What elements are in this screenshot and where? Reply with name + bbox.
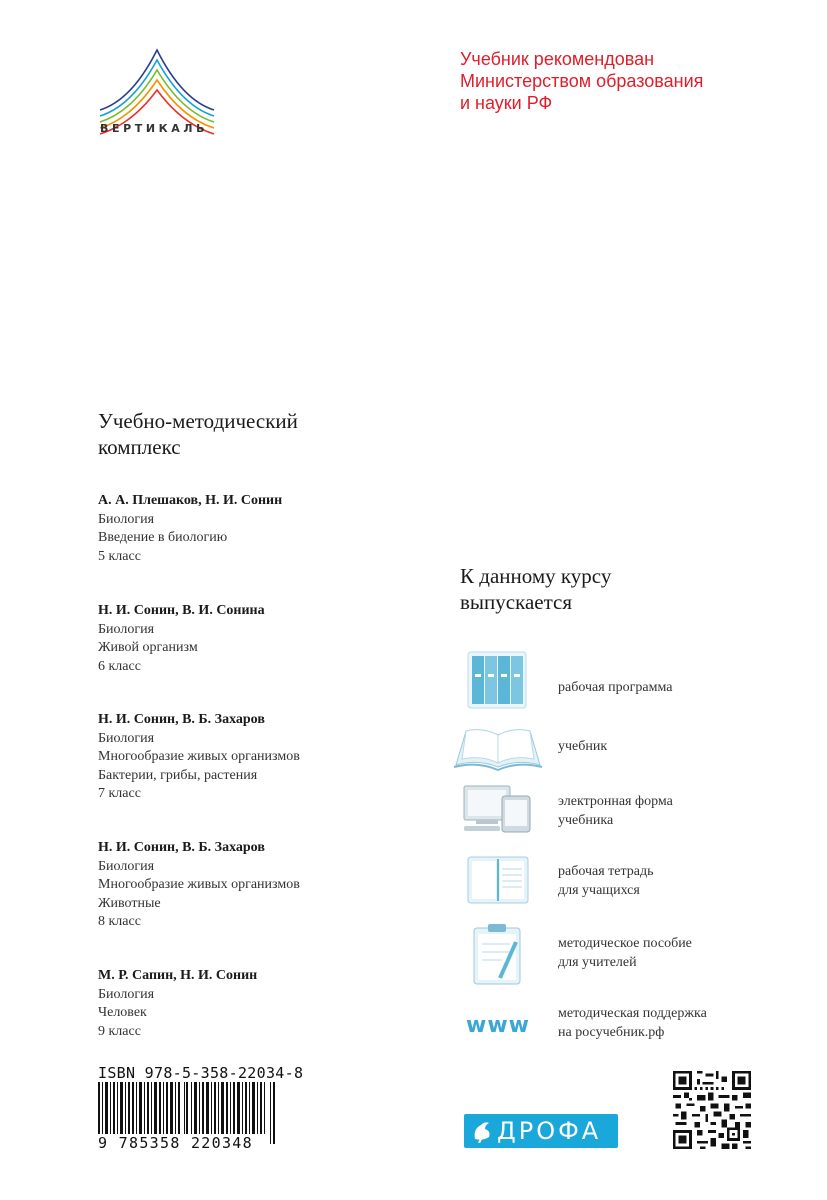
item-label-line: рабочая тетрадь <box>558 864 654 879</box>
book-line: 8 класс <box>98 914 141 930</box>
course-title <box>460 563 611 615</box>
umk-title <box>98 408 298 460</box>
book-authors: Н. И. Сонин, В. Б. Захаров <box>98 712 265 727</box>
umk-title-line: комплекс <box>98 435 181 459</box>
item-label-line: учебник <box>558 739 608 754</box>
clipboard-icon <box>472 922 526 986</box>
book-line: Введение в биологию <box>98 530 228 546</box>
item-label <box>558 678 672 697</box>
book-entry-8 <box>98 839 300 932</box>
book-entry-6 <box>98 602 265 676</box>
www-icon: www <box>466 1013 530 1038</box>
notebook-icon <box>466 855 530 905</box>
book-line: Биология <box>98 730 155 746</box>
folders-icon <box>466 650 528 710</box>
book-line: Многообразие живых организмов <box>98 749 300 765</box>
devices-icon <box>462 784 532 834</box>
item-label <box>558 862 654 900</box>
logo-text: ВЕРТИКАЛЬ <box>100 122 209 135</box>
book-line: Биология <box>98 986 155 1002</box>
notice-line: Министерством образования <box>460 71 704 91</box>
book-line: Многообразие живых организмов <box>98 877 300 893</box>
qr-code <box>673 1071 751 1149</box>
bird-icon <box>471 1119 493 1143</box>
open-book-icon <box>452 725 544 771</box>
book-line: 7 класс <box>98 786 141 802</box>
book-line: Биология <box>98 858 155 874</box>
course-title-line: выпускается <box>460 590 573 614</box>
item-label <box>558 1004 707 1042</box>
item-label-line: на росучебник.рф <box>558 1025 665 1040</box>
book-line: Животные <box>98 895 161 911</box>
book-authors: Н. И. Сонин, В. Б. Захаров <box>98 840 265 855</box>
book-authors: А. А. Плешаков, Н. И. Сонин <box>98 493 283 508</box>
ministry-notice <box>460 48 703 114</box>
isbn-text: ISBN 978-5-358-22034-8 <box>98 1064 304 1082</box>
item-label <box>558 737 607 756</box>
book-line: Живой организм <box>98 640 198 656</box>
item-label <box>558 934 692 972</box>
book-line: Биология <box>98 621 155 637</box>
book-authors: Н. И. Сонин, В. И. Сонина <box>98 603 265 618</box>
book-entry-9 <box>98 967 257 1041</box>
item-label-line: для учащихся <box>558 883 640 898</box>
book-line: Бактерии, грибы, растения <box>98 767 258 783</box>
umk-title-line: Учебно-методический <box>98 409 298 433</box>
drofa-name: ДРОФА <box>497 1117 602 1145</box>
course-title-line: К данному курсу <box>460 564 612 588</box>
item-label-line: методическое пособие <box>558 936 692 951</box>
book-authors: М. Р. Сапин, Н. И. Сонин <box>98 968 258 983</box>
book-line: 9 класс <box>98 1023 141 1039</box>
book-line: 6 класс <box>98 658 141 674</box>
notice-line: и науки РФ <box>460 93 553 113</box>
book-entry-5 <box>98 492 282 566</box>
notice-line: Учебник рекомендован <box>460 49 655 69</box>
barcode-digits: 9 785358 220348 <box>98 1134 253 1152</box>
item-label <box>558 792 673 830</box>
item-label-line: учебника <box>558 813 614 828</box>
item-label-line: рабочая программа <box>558 680 673 695</box>
book-line: Биология <box>98 511 155 527</box>
book-line: Человек <box>98 1005 147 1021</box>
item-label-line: для учителей <box>558 955 637 970</box>
item-label-line: электронная форма <box>558 794 673 809</box>
book-entry-7 <box>98 711 300 804</box>
book-line: 5 класс <box>98 548 141 564</box>
item-label-line: методическая поддержка <box>558 1006 707 1021</box>
